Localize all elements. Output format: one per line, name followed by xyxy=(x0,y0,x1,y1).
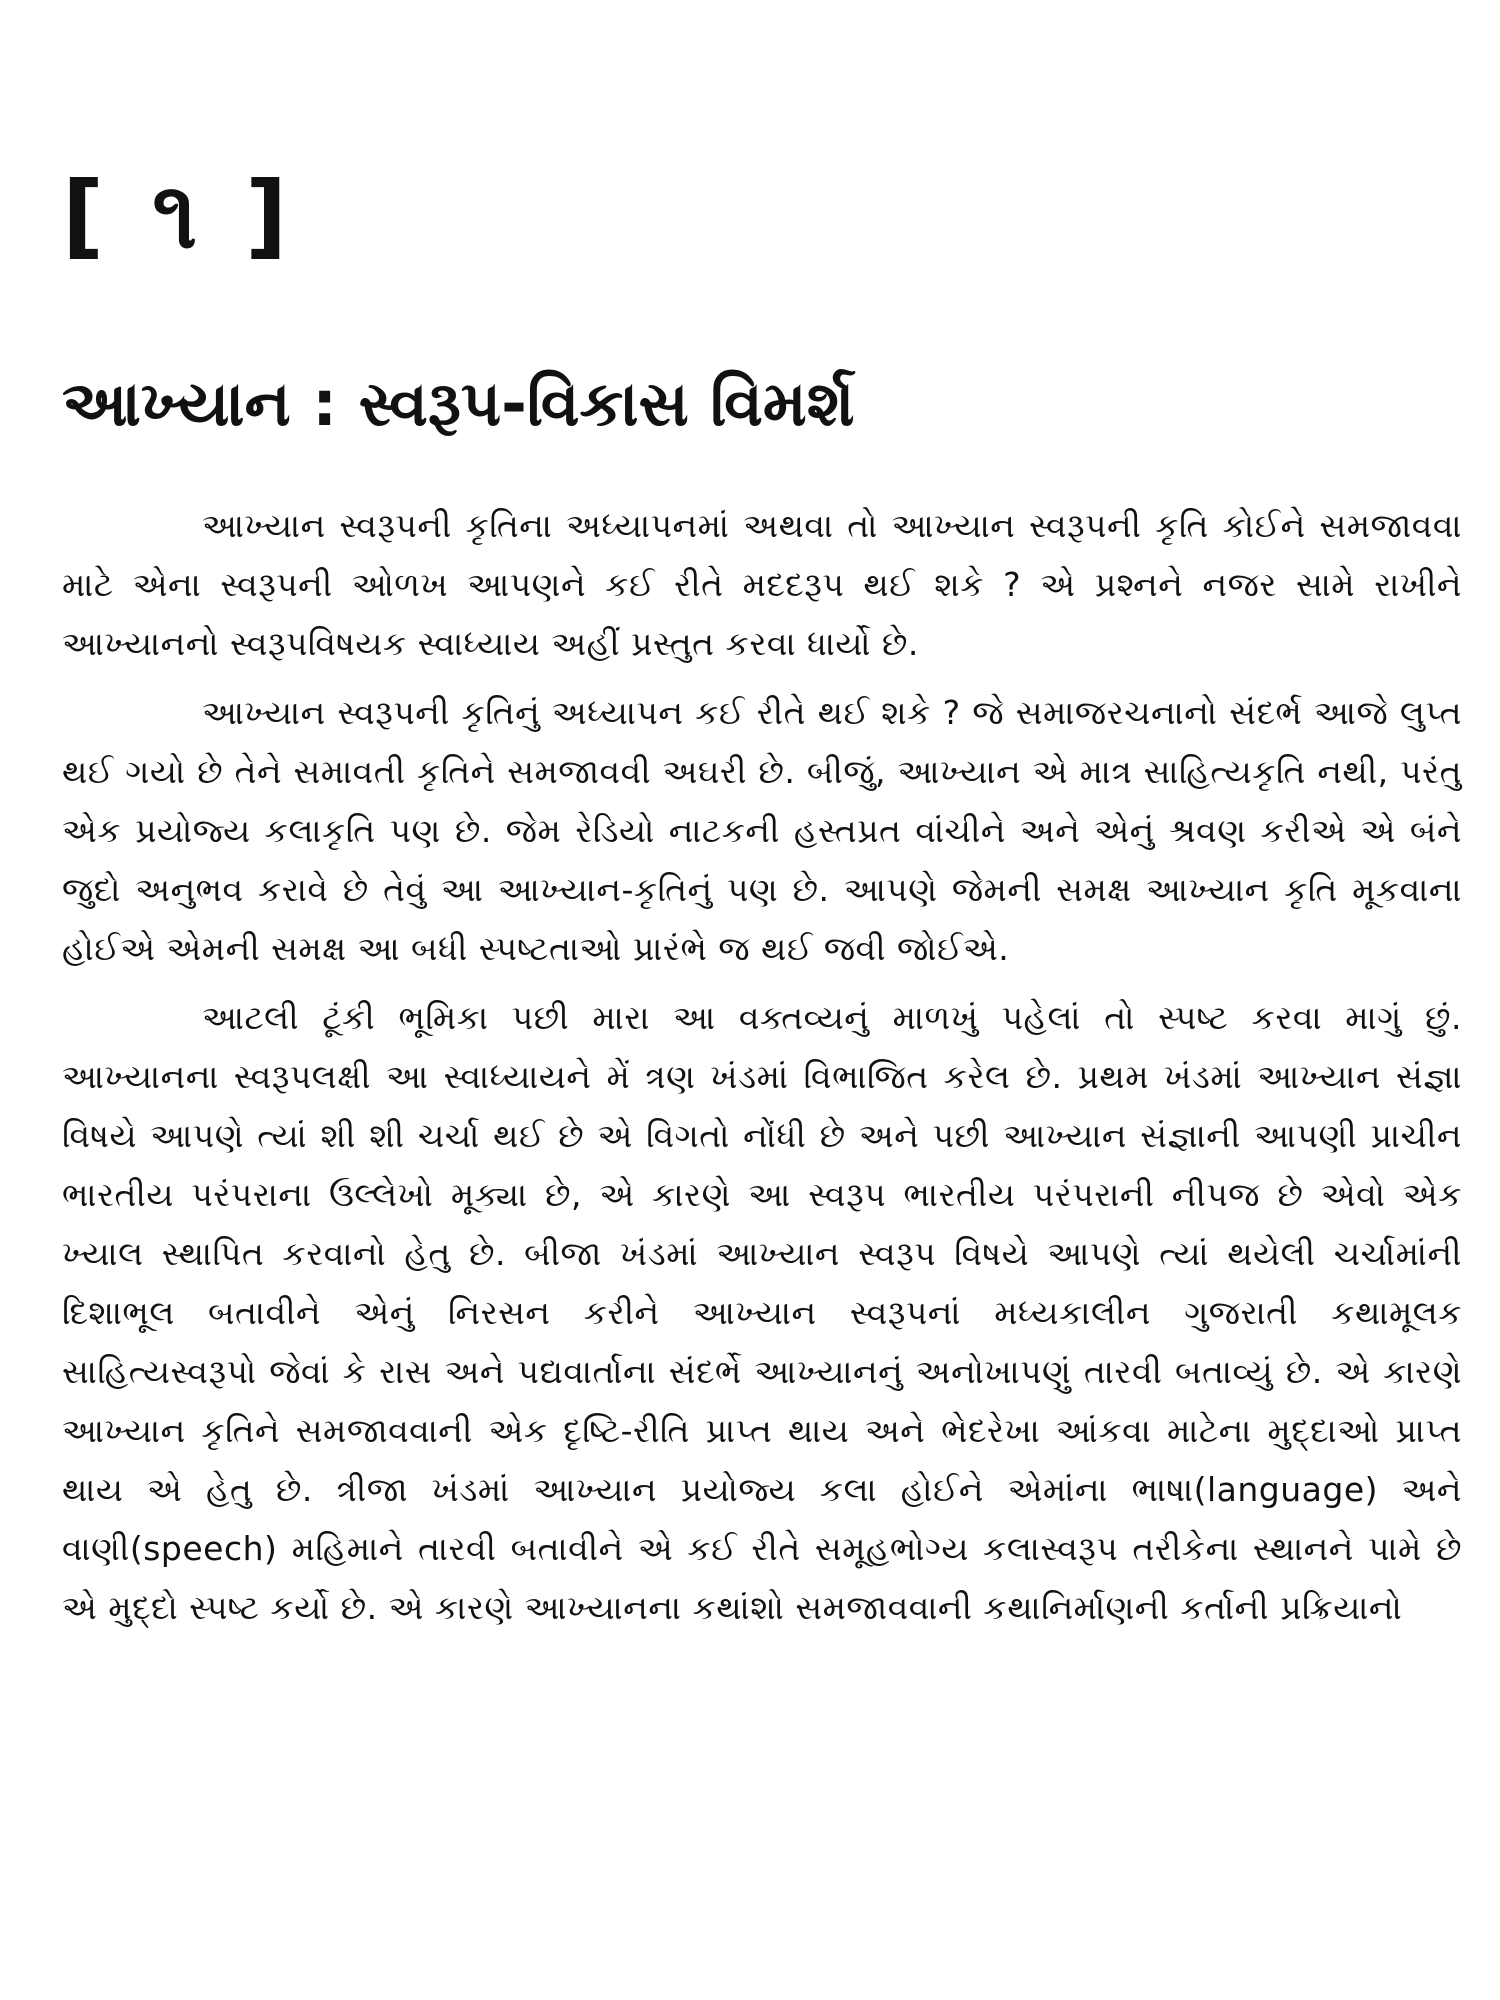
paragraph-1: આખ્યાન સ્વરૂપની કૃતિના અધ્યાપનમાં અથવા તો આખ્યાન સ્વરૂપની કૃતિ કોઈને સમજાવવા માટે એના સ્વરૂપની ઓળખ આપણને કઈ રીતે મદદરૂપ થઈ શકે ? એ પ્રશ્નને નજર સામે રાખીને આખ્યાનનો સ્વરૂપવિષયક સ્વાધ્યાય અહીં પ્રસ્તુત કરવા ધાર્યો છે. xyxy=(62,506,1462,664)
chapter-number: [ ૧ ] xyxy=(62,162,296,269)
paragraph-3: આટલી ટૂંકી ભૂમિકા પછી મારા આ વક્તવ્યનું માળખું પહેલાં તો સ્પષ્ટ કરવા માગું છું. આખ્યાનના સ્વરૂપલક્ષી આ સ્વાધ્યાયને મેં ત્રણ ખંડમાં વિભાજિત કરેલ છે. પ્રથમ ખંડમાં આખ્યાન સંજ્ઞા વિષયે આપણે ત્યાં શી શી ચર્ચા થઈ છે એ વિગતો નોંધી છે અને પછી આખ્યાન સંજ્ઞાની આપણી પ્રાચીન ભારતીય પરંપરાના ઉલ્લેખો મૂક્યા છે, એ કારણે આ સ્વરૂપ ભારતીય પરંપરાની નીપજ છે એવો એક ખ્યાલ સ્થાપિત કરવાનો હેતુ છે. બીજા ખંડમાં આખ્યાન સ્વરૂપ વિષયે આપણે ત્યાં થયેલી ચર્ચામાંની દિશાભૂલ બતાવીને એનું નિરસન કરીને આખ્યાન સ્વરૂપનાં મધ્યકાલીન ગુજરાતી કથામૂલક સાહિત્યસ્વરૂપો જેવાં કે રાસ અને પદ્યવાર્તાના સંદર્ભે આખ્યાનનું અનોખાપણું તારવી બતાવ્યું છે. એ કારણે આખ્યાન કૃતિને સમજાવવાની એક દૃષ્ટિ-રીતિ પ્રાપ્ત થાય અને ભેદરેખા આંકવા માટેના મુદ્દાઓ પ્રાપ્ત થાય એ હેતુ છે. ત્રીજા ખંડમાં આખ્યાન પ્રયોજ્ય કલા હોઈને એમાંના ભાષા(language) અને વાણી(speech) મહિમાને તારવી બતાવીને એ કઈ રીતે સમૂહભોગ્ય કલાસ્વરૂપ તરીકેના સ્થાનને પામે છે એ મુદ્દો સ્પષ્ટ કર્યો છે. એ કારણે આખ્યાનના કથાંશો સમજાવવાની કથાનિર્માણની કર્તાની પ્રક્રિયાનો xyxy=(62,998,1462,1628)
paragraph-2: આખ્યાન સ્વરૂપની કૃતિનું અધ્યાપન કઈ રીતે થઈ શકે ? જે સમાજરચનાનો સંદર્ભ આજે લુપ્ત થઈ ગયો છે તેને સમાવતી કૃતિને સમજાવવી અઘરી છે. બીજું, આખ્યાન એ માત્ર સાહિત્યકૃતિ નથી, પરંતુ એક પ્રયોજ્ય કલાકૃતિ પણ છે. જેમ રેડિયો નાટકની હસ્તપ્રત વાંચીને અને એનું શ્રવણ કરીએ એ બંને જુદો અનુભવ કરાવે છે તેવું આ આખ્યાન-કૃતિનું પણ છે. આપણે જેમની સમક્ષ આખ્યાન કૃતિ મૂકવાના હોઈએ એમની સમક્ષ આ બધી સ્પષ્ટતાઓ પ્રારંભે જ થઈ જવી જોઈએ. xyxy=(62,693,1462,969)
body-text xyxy=(62,496,1462,1637)
chapter-title: આખ્યાન : સ્વરૂપ-વિકાસ વિમર્શ xyxy=(62,367,855,440)
